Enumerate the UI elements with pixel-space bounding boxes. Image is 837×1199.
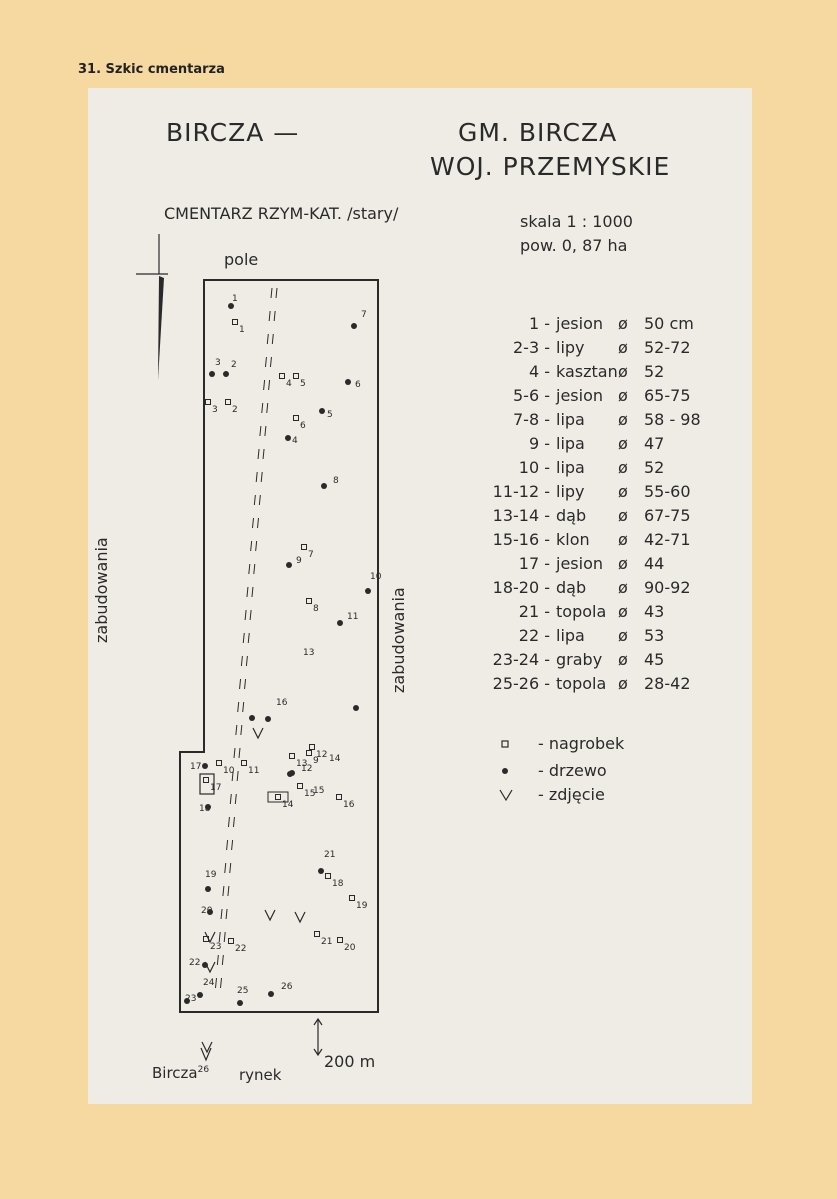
tree-marker-label: 3 — [215, 358, 221, 368]
path-dash — [256, 472, 257, 482]
legend-dim: 52 — [644, 458, 665, 477]
legend-dim: 65-75 — [644, 386, 691, 405]
legend-name: jesion — [556, 386, 603, 405]
legend-name: lipa — [556, 458, 585, 477]
graves-layer — [200, 320, 368, 955]
tree-marker-label: 22 — [189, 958, 201, 968]
legend-dim: 55-60 — [644, 482, 691, 501]
legend-row — [460, 578, 760, 600]
grave-marker-label: 2 — [232, 405, 238, 415]
tree-marker-label: 8 — [333, 476, 339, 486]
legend-num: 23-24 - — [492, 650, 550, 669]
path-dash — [219, 932, 220, 942]
path-dash — [259, 495, 260, 505]
path-markings — [216, 288, 278, 988]
path-dash — [248, 633, 249, 643]
title-left: BIRCZA — — [166, 118, 300, 147]
legend-phi: ø — [618, 506, 628, 525]
legend-name: topola — [556, 674, 607, 693]
grave-marker — [350, 896, 355, 901]
path-dash — [237, 771, 238, 781]
path-dash — [267, 334, 268, 344]
legend-row — [460, 602, 760, 624]
legend-name: dąb — [556, 578, 587, 597]
path-dash — [262, 403, 263, 413]
grave-marker — [280, 374, 285, 379]
tree-marker — [237, 1000, 243, 1006]
bottom-market-label: rynek — [239, 1066, 282, 1084]
legend-row — [460, 434, 760, 456]
photo-point-icon — [295, 912, 305, 922]
grave-marker — [242, 761, 247, 766]
path-dash — [252, 587, 253, 597]
legend-phi: ø — [618, 650, 628, 669]
path-dash — [216, 978, 217, 988]
path-dash — [245, 679, 246, 689]
tree-marker-label: 16 — [276, 698, 288, 708]
photo-point-icon — [253, 728, 263, 738]
title-right-line1: GM. BIRCZA — [458, 118, 618, 147]
area-label: pow. 0, 87 ha — [520, 236, 628, 255]
grave-marker-label: 23 — [210, 942, 222, 952]
path-dash — [228, 886, 229, 896]
path-dash — [260, 426, 261, 436]
path-dash — [254, 564, 255, 574]
north-arrow-icon — [136, 234, 168, 380]
tree-marker — [249, 715, 255, 721]
tree-marker — [286, 562, 292, 568]
grave-marker — [307, 599, 312, 604]
legend-phi: ø — [618, 314, 628, 333]
path-dash — [223, 886, 224, 896]
legend-phi: ø — [618, 338, 628, 357]
legend-name: lipa — [556, 626, 585, 645]
path-dash — [270, 357, 271, 367]
path-dash — [276, 288, 277, 298]
side-label-right: zabudowania — [389, 587, 408, 693]
tree-marker-label: 1 — [232, 294, 238, 304]
path-dash — [258, 518, 259, 528]
path-dash — [264, 380, 265, 390]
legend-phi: ø — [618, 386, 628, 405]
legend-square-icon — [502, 741, 508, 747]
path-dash — [271, 288, 272, 298]
legend-dim: 47 — [644, 434, 665, 453]
legend-photo-icon — [500, 790, 512, 800]
tree-marker — [351, 323, 357, 329]
path-dash — [250, 610, 251, 620]
legend-row — [460, 554, 760, 576]
grave-marker-label: 3 — [212, 405, 218, 415]
path-dash — [226, 909, 227, 919]
legend-dim: 45 — [644, 650, 665, 669]
path-dash — [272, 334, 273, 344]
legend-phi: ø — [618, 530, 628, 549]
tree-marker — [205, 886, 211, 892]
grave-marker — [302, 545, 307, 550]
legend-num: 5-6 - — [513, 386, 550, 405]
legend-phi: ø — [618, 410, 628, 429]
legend-num: 9 - — [528, 434, 550, 453]
grave-marker — [276, 795, 281, 800]
legend-name: kasztan — [556, 362, 618, 381]
legend-phi: ø — [618, 578, 628, 597]
legend-num: 2-3 - — [513, 338, 550, 357]
legend-dim: 53 — [644, 626, 665, 645]
tree-marker — [285, 435, 291, 441]
legend-label-drzewo: - drzewo — [538, 761, 607, 780]
path-dash — [228, 817, 229, 827]
legend-label-nagrobek: - nagrobek — [538, 734, 625, 753]
grave-marker-label: 1 — [239, 325, 245, 335]
grave-marker — [326, 874, 331, 879]
grave-marker — [206, 400, 211, 405]
path-dash — [256, 541, 257, 551]
grave-marker — [338, 938, 343, 943]
legend-name: lipy — [556, 338, 585, 357]
path-dash — [247, 587, 248, 597]
path-dash — [217, 955, 218, 965]
path-dash — [238, 702, 239, 712]
path-dash — [222, 955, 223, 965]
tree-marker-label: 2 — [231, 360, 237, 370]
grave-marker-label: 6 — [300, 421, 306, 431]
legend-num: 21 - — [518, 602, 550, 621]
tree-marker-label: 10 — [370, 572, 382, 582]
legend-row — [460, 530, 760, 552]
tree-marker-label: 15 — [313, 786, 325, 796]
legend-name: lipy — [556, 482, 585, 501]
path-dash — [233, 817, 234, 827]
grave-marker-label: 11 — [248, 766, 260, 776]
tree-marker-label: 19 — [205, 870, 217, 880]
legend-dim: 67-75 — [644, 506, 691, 525]
legend-dim: 58 - 98 — [644, 410, 701, 429]
title-right-line2: WOJ. PRZEMYSKIE — [430, 152, 671, 181]
bottom-town-photo-number: 26 — [197, 1065, 210, 1075]
path-dash — [274, 311, 275, 321]
grave-marker — [290, 754, 295, 759]
tree-marker-label: 11 — [347, 612, 359, 622]
grave-marker — [233, 320, 238, 325]
tree-marker-label: 9 — [296, 556, 302, 566]
tree-marker-label: 5 — [327, 410, 333, 420]
path-dash — [239, 748, 240, 758]
legend-row — [460, 362, 760, 384]
tree-marker-label: 4 — [292, 436, 298, 446]
tree-marker-label: 17 — [190, 762, 202, 772]
grave-marker-label: 9 — [313, 756, 319, 766]
legend-num: 1 - — [528, 314, 550, 333]
legend-num: 15-16 - — [492, 530, 550, 549]
legend-num: 10 - — [518, 458, 550, 477]
tree-marker — [197, 992, 203, 998]
grave-marker-label: 15 — [304, 789, 316, 799]
legend-dim: 42-71 — [644, 530, 691, 549]
legend-num: 22 - — [518, 626, 550, 645]
tree-marker — [223, 371, 229, 377]
path-dash — [240, 679, 241, 689]
tree-marker — [268, 991, 274, 997]
path-dash — [243, 633, 244, 643]
path-dash — [232, 840, 233, 850]
legend-dim: 90-92 — [644, 578, 691, 597]
cemetery-sketch-sheet — [88, 88, 752, 1104]
legend-phi: ø — [618, 602, 628, 621]
grave-marker-label: 5 — [300, 379, 306, 389]
legend-row — [460, 506, 760, 528]
legend-phi: ø — [618, 482, 628, 501]
grave-marker-label: 16 — [343, 800, 355, 810]
legend-row — [460, 650, 760, 672]
tree-marker — [365, 588, 371, 594]
legend-phi: ø — [618, 554, 628, 573]
bottom-town-name: Bircza — [152, 1064, 198, 1082]
grave-marker-label: 7 — [308, 550, 314, 560]
legend-num: 25-26 - — [492, 674, 550, 693]
tree-marker-label: 20 — [201, 906, 213, 916]
photo-point-icon — [265, 910, 275, 920]
legend-num: 11-12 - — [492, 482, 550, 501]
legend-dim: 43 — [644, 602, 665, 621]
grave-marker-label: 18 — [332, 879, 344, 889]
path-dash — [245, 610, 246, 620]
legend-name: jesion — [556, 554, 603, 573]
legend-phi: ø — [618, 458, 628, 477]
legend-row — [460, 386, 760, 408]
legend-dim: 52-72 — [644, 338, 691, 357]
path-dash — [235, 794, 236, 804]
legend-phi: ø — [618, 674, 628, 693]
path-dash — [241, 725, 242, 735]
grave-marker-label: 20 — [344, 943, 356, 953]
tree-marker — [337, 620, 343, 626]
path-dash — [263, 449, 264, 459]
path-dash — [224, 932, 225, 942]
legend-dim: 52 — [644, 362, 665, 381]
tree-marker — [265, 716, 271, 722]
tree-marker-label: 26 — [281, 982, 293, 992]
legend-label-zdjecie: - zdjęcie — [538, 785, 605, 804]
grave-marker — [337, 795, 342, 800]
grave-marker — [226, 400, 231, 405]
path-dash — [221, 909, 222, 919]
legend-row — [460, 674, 760, 696]
tree-marker — [321, 483, 327, 489]
legend-name: dąb — [556, 506, 587, 525]
tree-marker — [319, 408, 325, 414]
grave-marker-label: 10 — [223, 766, 235, 776]
page-caption: 31. Szkic cmentarza — [78, 62, 225, 77]
legend-num: 7-8 - — [513, 410, 550, 429]
path-dash — [241, 656, 242, 666]
grave-marker — [315, 932, 320, 937]
legend-dim: 44 — [644, 554, 665, 573]
tree-marker-label: 23 — [185, 994, 197, 1004]
tree-marker — [318, 868, 324, 874]
tree-marker — [289, 770, 295, 776]
grave-marker-label: 4 — [286, 379, 292, 389]
path-dash — [265, 357, 266, 367]
grave-marker-label: 22 — [235, 944, 247, 954]
tree-marker — [202, 763, 208, 769]
grave-marker — [217, 761, 222, 766]
legend-name: topola — [556, 602, 607, 621]
tree-marker — [209, 371, 215, 377]
legend-row — [460, 410, 760, 432]
legend-name: jesion — [556, 314, 603, 333]
trees-layer — [184, 294, 382, 1006]
legend-phi: ø — [618, 626, 628, 645]
legend-dot-icon — [502, 768, 508, 774]
grave-marker — [310, 745, 315, 750]
tree-marker-label: 6 — [355, 380, 361, 390]
legend-name: lipa — [556, 434, 585, 453]
path-dash — [267, 403, 268, 413]
scale-label: skala 1 : 1000 — [520, 212, 633, 231]
path-dash — [261, 472, 262, 482]
grave-marker — [294, 374, 299, 379]
path-dash — [254, 495, 255, 505]
legend-phi: ø — [618, 362, 628, 381]
path-dash — [269, 380, 270, 390]
cemetery-boundary — [180, 280, 378, 1012]
path-dash — [246, 656, 247, 666]
grave-marker — [204, 778, 209, 783]
grave-marker-label: 14 — [282, 800, 294, 810]
tree-marker — [353, 705, 359, 711]
legend-name: klon — [556, 530, 590, 549]
path-dash — [234, 748, 235, 758]
path-dash — [251, 541, 252, 551]
legend-dim: 28-42 — [644, 674, 691, 693]
legend-row — [460, 314, 760, 336]
tree-marker-label: 24 — [203, 978, 215, 988]
legend-num: 4 - — [528, 362, 550, 381]
legend-name: lipa — [556, 410, 585, 429]
grave-marker-label: 17 — [210, 783, 222, 793]
legend-num: 18-20 - — [492, 578, 550, 597]
tree-marker-label: 25 — [237, 986, 249, 996]
path-dash — [243, 702, 244, 712]
grave-marker-label: 19 — [356, 901, 368, 911]
legend-num: 17 - — [518, 554, 550, 573]
legend-row — [460, 482, 760, 504]
tree-marker-label: 7 — [361, 310, 367, 320]
legend-row — [460, 626, 760, 648]
subtitle: CMENTARZ RZYM-KAT. /stary/ — [164, 204, 399, 223]
path-dash — [227, 840, 228, 850]
path-dash — [225, 863, 226, 873]
tree-marker — [345, 379, 351, 385]
field-label: pole — [224, 250, 259, 269]
path-dash — [221, 978, 222, 988]
tree-marker-label: 21 — [324, 850, 336, 860]
legend-name: graby — [556, 650, 603, 669]
legend-dim: 50 cm — [644, 314, 694, 333]
path-dash — [236, 725, 237, 735]
grave-marker — [294, 416, 299, 421]
grave-marker — [298, 784, 303, 789]
path-dash — [269, 311, 270, 321]
tree-marker-label: 13 — [303, 648, 315, 658]
bottom-distance-label: 200 m — [324, 1052, 376, 1071]
grave-marker-label: 21 — [321, 937, 333, 947]
path-dash — [230, 863, 231, 873]
grave-marker — [307, 751, 312, 756]
grave-marker-label: 13 — [296, 759, 308, 769]
distance-arrow-icon — [314, 1019, 322, 1055]
legend-row — [460, 338, 760, 360]
grave-marker-label: 12 — [316, 750, 328, 760]
path-dash — [249, 564, 250, 574]
path-dash — [265, 426, 266, 436]
legend-phi: ø — [618, 434, 628, 453]
path-dash — [253, 518, 254, 528]
grave-marker — [229, 939, 234, 944]
side-label-left: zabudowania — [92, 537, 111, 643]
legend-num: 13-14 - — [492, 506, 550, 525]
grave-marker-label: 8 — [313, 604, 319, 614]
tree-marker-label: 12 — [301, 764, 313, 774]
path-dash — [230, 794, 231, 804]
tree-marker-label: 14 — [329, 754, 341, 764]
tree-marker-label: 18 — [199, 804, 211, 814]
legend-row — [460, 458, 760, 480]
path-dash — [258, 449, 259, 459]
